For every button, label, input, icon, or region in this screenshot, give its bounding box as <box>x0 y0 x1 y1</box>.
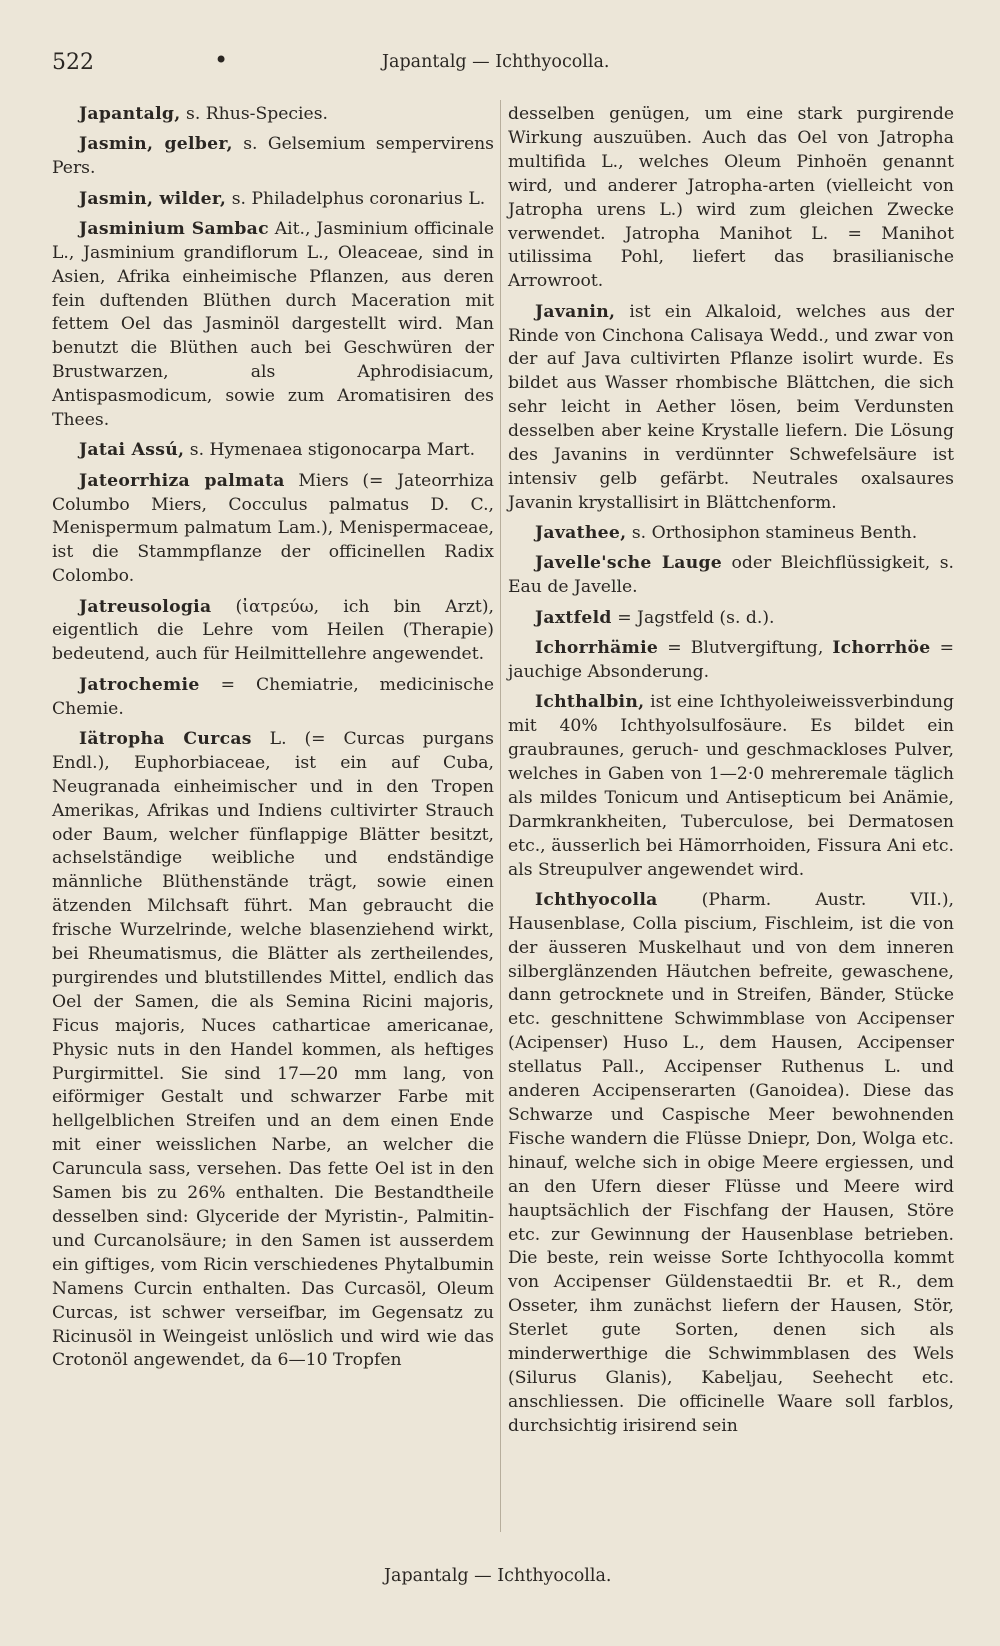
right-column <box>508 103 954 1445</box>
entry-jasmin-wilder <box>52 188 494 212</box>
entry-text: Miers (= Jateorrhiza Columbo Miers, Cocculus palmatus D. C., Menispermum palmatum Lam.), Menispermaceae, ist die Stammpflanze der officinellen Radix Colombo. <box>52 470 494 587</box>
entry-ichorrhaemie <box>508 637 954 685</box>
entry-text: s. Hymenaea stigonocarpa Mart. <box>184 440 476 461</box>
entry-jasmin-gelber <box>52 133 494 181</box>
entry-text: s. Philadelphus coronarius L. <box>226 188 486 209</box>
entry-jaxtfeld <box>508 607 954 631</box>
entry-text: Ait., Jasminium officinale L., Jasminium grandiflorum L., Oleaceae, sind in Asien, Afrika einheimische Pflanzen, aus deren fein duftenden Blüthen durch Maceration mit fettem Oel das Jasminöl dargestellt wird. Man benutzt die Blüthen auch bei Geschwüren der Brustwarzen, als Aphrodisiacum, Antispasmodicum, sowie zum Aromatisiren des Thees. <box>52 218 494 431</box>
entry-text: desselben genügen, um eine stark purgirende Wirkung auszuüben. Auch das Oel von Jatropha multifida L., welches Oleum Pinhoën genannt wird, und anderer Jatropha-arten (vielleicht von Jatropha urens L.) wird zum gleichen Zwecke verwendet. Jatropha Manihot L. = Manihot utilissima Pohl, liefert das brasilianische Arrowroot. <box>508 104 954 292</box>
entry-text: = Blutvergiftung, <box>658 637 833 658</box>
entry-text: ist eine Ichthyoleiweissverbindung mit 40% Ichthyolsulfosäure. Es bildet ein graubraunes, geruch- und geschmackloses Pulver, welches in Gaben von 1—2·0 mehreremale täglich als mildes Tonicum und Antisepticum bei Anämie, Darmkrankheiten, Tuberculose, bei Dermatosen etc., äusserlich bei Hämorrhoiden, Fissura Ani etc. als Streupulver angewendet wird. <box>508 692 954 880</box>
entry-headword: Jaxtfeld <box>535 607 612 628</box>
entry-jatai-assu <box>52 439 494 463</box>
entry-javanin <box>508 301 954 516</box>
entry-headword: Jatrochemie <box>79 674 200 695</box>
header-dot: • <box>214 46 229 74</box>
running-head: Japantalg — Ichthyocolla. <box>382 52 610 72</box>
entry-text: oder Bleichflüssigkeit, s. Eau de Javelle. <box>508 553 954 598</box>
entry-text: s. Rhus-Species. <box>180 104 328 124</box>
entry-jateorrhiza-palmata <box>52 470 494 590</box>
entry-text: L. (= Curcas purgans Endl.), Euphorbiaceae, ist ein auf Cuba, Neugranada einheimischer und in den Tropen Amerikas, Afrikas und Indiens cultivirter Strauch oder Baum, welcher fünflappige Blätter besitzt, achselständige weibliche und endständige männliche Blüthenstände trägt, sowie einen ätzenden Milchsaft führt. Man gebraucht die frische Wurzelrinde, welche blasenziehend wirkt, bei Rheumatismus, die Blätter als zertheilendes, purgirendes und blutstillendes Mittel, endlich das Oel der Samen, die als Semina Ricini majoris, Ficus majoris, Nuces catharticae americanae, Physic nuts in den Handel kommen, als heftiges Purgirmittel. Sie sind 17—20 mm lang, von eiförmiger Gestalt und schwarzer Farbe mit hellgelblichen Streifen und an dem einen Ende mit einer weisslichen Narbe, an welcher die Caruncula sass, versehen. Das fette Oel ist in den Samen bis zu 26% enthalten. Die Bestandtheile desselben sind: Glyceride der Myristin-, Palmitin- und Curcanolsäure; in den Samen ist ausserdem ein giftiges, vom Ricin verschiedenes Phytalbumin Namens Curcin enthalten. Das Curcasöl, Oleum Curcas, ist schwer verseifbar, im Gegensatz zu Ricinusöl in Weingeist unlöslich und wird wie das Crotonöl angewendet, da 6—10 Tropfen <box>52 728 494 1371</box>
page-number: 522 <box>52 50 94 75</box>
entry-headword: Japantalg, <box>79 104 181 124</box>
entry-continuation <box>508 103 954 294</box>
entry-headword: Jateorrhiza palmata <box>79 470 285 491</box>
entry-headword: Javanin, <box>535 301 616 322</box>
entry-javellesche-lauge <box>508 552 954 600</box>
page-footer <box>384 1566 611 1586</box>
entry-headword: Ichthyocolla <box>535 889 658 910</box>
entry-jatropha-curcas <box>52 728 494 1373</box>
entry-headword: Jatai Assú, <box>79 440 185 461</box>
entry-headword: Jatreusologia <box>79 596 212 617</box>
entry-text: = Chemiatrie, medicinische Chemie. <box>52 674 494 719</box>
entry-headword: Jasmin, wilder, <box>79 188 227 209</box>
entry-headword: Ichorrhämie <box>535 637 659 658</box>
running-foot: Japantalg — Ichthyocolla. <box>384 1566 612 1586</box>
entry-javathee <box>508 522 954 546</box>
entry-ichthyocolla <box>508 889 954 1439</box>
entry-text: s. Gelsemium sempervirens Pers. <box>52 134 494 179</box>
entry-text: s. Orthosiphon stamineus Benth. <box>626 523 918 544</box>
page-header <box>52 46 952 80</box>
entry-headword: Jasmin, gelber, <box>79 134 233 155</box>
entry-headword: Iätropha Curcas <box>79 728 252 749</box>
entry-jasminium-sambac <box>52 218 494 433</box>
entry-headword: Javelle'sche Lauge <box>535 553 723 574</box>
entry-headword: Ichthalbin, <box>535 692 645 713</box>
entry-ichthalbin <box>508 691 954 882</box>
entry-text: (ἰατρεύω, ich bin Arzt), eigentlich die Lehre vom Heilen (Therapie) bedeutend, auch für Heilmittellehre angewendet. <box>52 596 494 665</box>
entry-headword: Jasminium Sambac <box>79 218 269 239</box>
entry-headword: Javathee, <box>535 523 627 544</box>
entry-text: = Jagstfeld (s. d.). <box>611 607 775 628</box>
left-column <box>52 103 494 1380</box>
entry-jatrochemie <box>52 674 494 722</box>
entry-text: (Pharm. Austr. VII.), Hausenblase, Colla piscium, Fischleim, ist die von der äusseren Muskelhaut und von dem inneren silberglänzenden Häutchen befreite, gewaschene, dann getrocknete und in Streifen, Bänder, Stücke etc. geschnittene Schwimmblase von Accipenser (Acipenser) Huso L., dem Hausen, Accipenser stellatus Pall., Accipenser Ruthenus L. und anderen Accipenserarten (Ganoidea). Diese das Schwarze und Caspische Meer bewohnenden Fische wandern die Flüsse Dniepr, Don, Wolga etc. hinauf, welche sich in obige Meere ergiessen, und an den Ufern dieser Flüsse und Meere wird hauptsächlich der Fischfang der Hausen, Störe etc. zur Gewinnung der Hausenblase betrieben. Die beste, rein weisse Sorte Ichthyocolla kommt von Accipenser Güldenstaedtii Br. et R., dem Osseter, ihm zunächst liefern der Hausen, Stör, Sterlet gute Sorten, denen sich als minderwerthige die Schwimmblasen des Wels (Silurus Glanis), Kabeljau, Seehecht etc. anschliessen. Die officinelle Waare soll farblos, durchsichtig irisirend sein <box>508 889 954 1436</box>
column-divider <box>500 100 501 1532</box>
entry-jatreusologia <box>52 596 494 668</box>
entry-text-secondary: = jauchige Absonderung. <box>508 637 954 682</box>
entry-japantalg <box>52 103 494 127</box>
entry-headword-secondary: Ichorrhöe <box>832 637 931 658</box>
entry-text: ist ein Alkaloid, welches aus der Rinde von Cinchona Calisaya Wedd., und zwar von der auf Java cultivirten Pflanze isolirt wurde. Es bildet aus Wasser rhombische Blättchen, die sich sehr leicht in Aether lösen, beim Verdunsten desselben aber keine Krystalle liefern. Die Lösung des Javanins in verdünnter Schwefelsäure ist intensiv gelb gefärbt. Neutrales oxalsaures Javanin krystallisirt in Blättchenform. <box>508 301 954 513</box>
